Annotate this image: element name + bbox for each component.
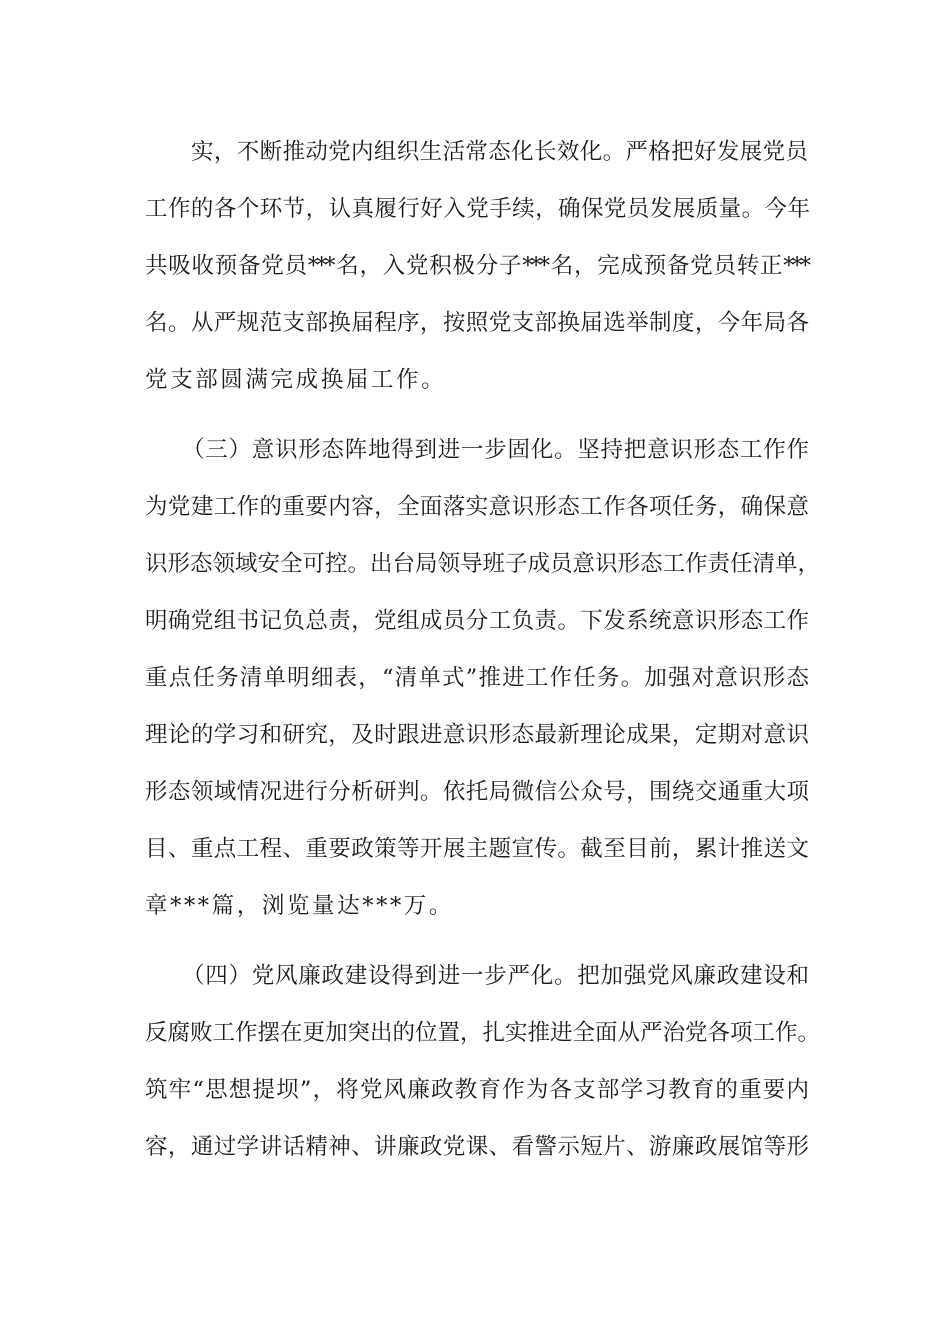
text-line: 名。从严规范支部换届程序，按照党支部换届选举制度，今年局各 [145, 310, 806, 336]
text-line: 目、重点工程、重要政策等开展主题宣传。截至目前，累计推送文 [145, 836, 806, 862]
text-line: 容，通过学讲话精神、讲廉政党课、看警示短片、游廉政展馆等形 [145, 1134, 806, 1160]
text-line: 党支部圆满完成换届工作。 [145, 367, 447, 393]
text-line: 章***篇，浏览量达***万。 [145, 893, 455, 919]
text-line: 工作的各个环节，认真履行好入党手续，确保党员发展质量。今年 [145, 196, 807, 222]
text-line: 筑牢“思想提坝”，将党风廉政教育作为各支部学习教育的重要内 [145, 1077, 806, 1103]
section-heading-line: （三）意识形态阵地得到进一步固化。坚持把意识形态工作作 [182, 437, 806, 463]
text-line: 理论的学习和研究，及时跟进意识形态最新理论成果，定期对意识 [145, 722, 806, 748]
text-line: 明确党组书记负总责，党组成员分工负责。下发系统意识形态工作 [145, 608, 806, 634]
text-line: 识形态领域安全可控。出台局领导班子成员意识形态工作责任清单， [145, 551, 817, 577]
section-heading-line: （四）党风廉政建设得到进一步严化。把加强党风廉政建设和 [182, 963, 806, 989]
text-line: 为党建工作的重要内容，全面落实意识形态工作各项任务，确保意 [145, 494, 806, 520]
text-line: 反腐败工作摆在更加突出的位置，扎实推进全面从严治党各项工作。 [145, 1020, 817, 1046]
text-line: 共吸收预备党员***名，入党积极分子***名，完成预备党员转正*** [145, 253, 808, 279]
text-line: 形态领域情况进行分析研判。依托局微信公众号，围绕交通重大项 [145, 779, 806, 805]
text-line: 实，不断推动党内组织生活常态化长效化。严格把好发展党员 [191, 139, 805, 165]
text-line: 重点任务清单明细表，“清单式”推进工作任务。加强对意识形态 [145, 665, 806, 691]
